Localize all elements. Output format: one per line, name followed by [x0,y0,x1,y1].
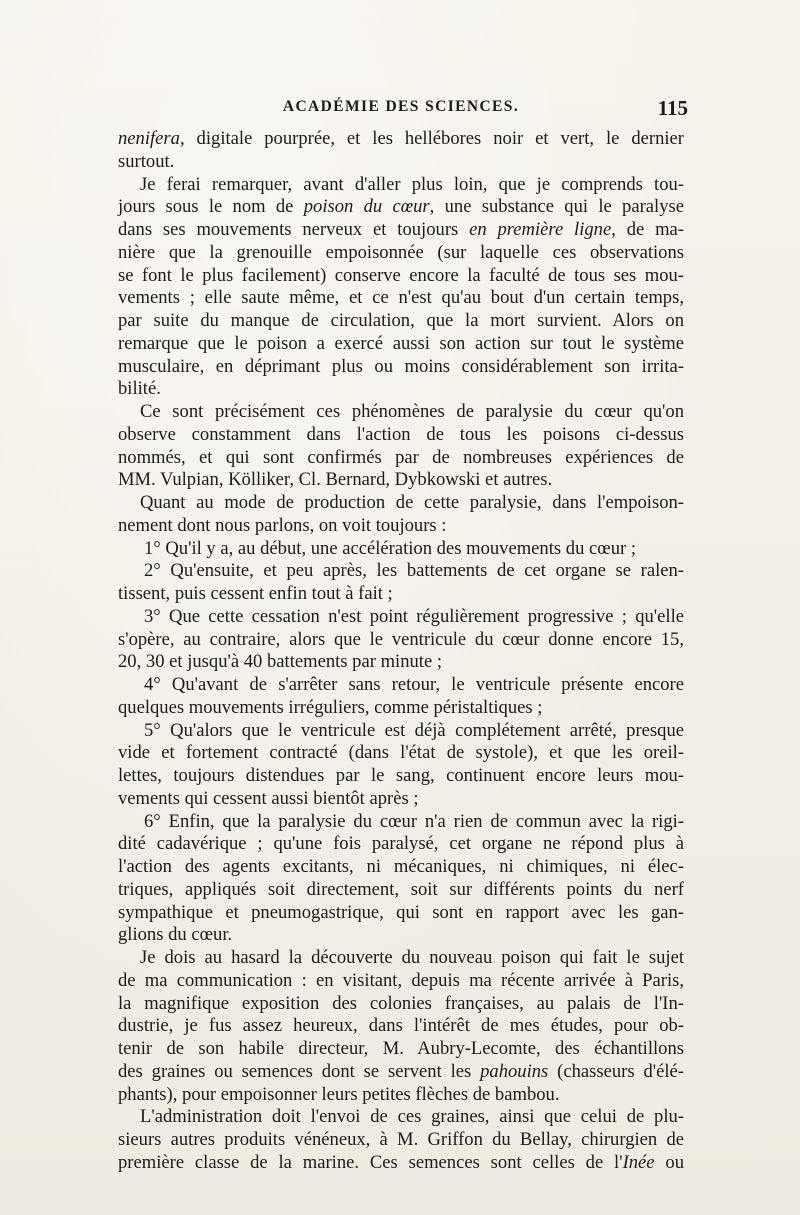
text-line: s'opère, au contraire, alors que le ventricule du cœur donne encore 15, [118,628,684,650]
text-line: surtout. [118,150,175,172]
text-line: dustrie, je fus assez heureux, dans l'intérêt de mes études, pour ob- [118,1015,684,1037]
page-header [118,96,688,128]
text-line: nement dont nous parlons, on voit toujours : [118,514,447,536]
text-line: triques, appliqués soit directement, soit sur différents points du nerf [118,878,684,900]
text-line: dans ses mouvements nerveux et toujours en première ligne, de ma- [118,219,684,240]
text-line: 1° Qu'il y a, au début, une accélération des mouvements du cœur ; [144,537,637,559]
text-line: remarque que le poison a exercé aussi son action sur tout le système [118,332,684,354]
page-number: 115 [657,96,688,120]
text-line: 20, 30 et jusqu'à 40 battements par minute ; [118,651,443,673]
text-line: la magnifique exposition des colonies françaises, au palais de l'In- [118,992,684,1014]
text-line: vements qui cessent aussi bientôt après ; [118,787,419,809]
text-line: de ma communication : en visitant, depuis ma récente arrivée à Paris, [118,969,684,991]
text-line: phants), pour empoisonner leurs petites flèches de bambou. [118,1083,560,1105]
text-line: par suite du manque de circulation, que la mort survient. Alors on [118,310,684,331]
text-line: quelques mouvements irréguliers, comme péristaltiques ; [118,696,543,718]
text-line: bilité. [118,378,161,400]
text-line: 5° Qu'alors que le ventricule est déjà complétement arrêté, presque [144,719,684,741]
running-head: ACADÉMIE DES SCIENCES. [282,98,520,115]
text-line: jours sous le nom de poison du cœur, une substance qui le paralyse [118,196,685,218]
text-line: nommés, et qui sont confirmés par de nombreuses expériences de [118,446,684,468]
text-line: tissent, puis cessent enfin tout à fait ; [118,583,393,604]
text-line: sympathique et pneumogastrique, qui sont en rapport avec les gan- [118,901,684,923]
text-line: Je dois au hasard la découverte du nouveau poison qui fait le sujet [140,947,684,968]
text-line: MM. Vulpian, Kölliker, Cl. Bernard, Dybkowski et autres. [118,469,553,491]
body-text [118,128,684,1175]
text-line: vements ; elle saute même, et ce n'est qu'au bout d'un certain temps, [118,287,684,309]
text-line: l'action des agents excitants, ni mécaniques, ni chimiques, ni élec- [118,856,684,877]
text-line: vide et fortement contracté (dans l'état de systole), et que les oreil- [118,742,684,764]
text-line: tenir de son habile directeur, M. Aubry-Lecomte, des échantillons [118,1038,684,1059]
text-line: lettes, toujours distendues par le sang, continuent encore leurs mou- [118,765,684,786]
text-line: musculaire, en déprimant plus ou moins considérablement son irrita- [118,355,684,377]
text-line: nière que la grenouille empoisonnée (sur laquelle ces observations [118,241,684,263]
text-line: Quant au mode de production de cette paralysie, dans l'empoison- [140,492,684,513]
text-line: 4° Qu'avant de s'arrêter sans retour, le ventricule présente encore [144,674,684,695]
text-line: des graines ou semences dont se servent les pahouins (chasseurs d'élé- [118,1060,684,1082]
text-line: dité cadavérique ; qu'une fois paralysé, cet organe ne répond plus à [118,833,684,855]
text-line: Ce sont précisément ces phénomènes de paralysie du cœur qu'on [140,401,684,422]
text-line: 3° Que cette cessation n'est point régulièrement progressive ; qu'elle [144,605,684,627]
text-line: Je ferai remarquer, avant d'aller plus loin, que je comprends tou- [140,173,684,195]
text-line: se font le plus facilement) conserve encore la faculté de tous ses mou- [118,264,684,286]
text-line: 2° Qu'ensuite, et peu après, les battements de cet organe se ralen- [144,560,684,582]
text-line: nenifera, digitale pourprée, et les hellébores noir et vert, le dernier [118,128,684,149]
text-line: glions du cœur. [118,924,233,946]
text-line: 6° Enfin, que la paralysie du cœur n'a rien de commun avec la rigi- [144,810,684,832]
text-line: sieurs autres produits vénéneux, à M. Griffon du Bellay, chirurgien de [118,1129,684,1150]
text-line: L'administration doit l'envoi de ces graines, ainsi que celui de plu- [140,1106,684,1128]
text-line: observe constamment dans l'action de tous les poisons ci-dessus [118,423,684,445]
text-line: première classe de la marine. Ces semences sont celles de l'Inée ou [118,1151,684,1173]
